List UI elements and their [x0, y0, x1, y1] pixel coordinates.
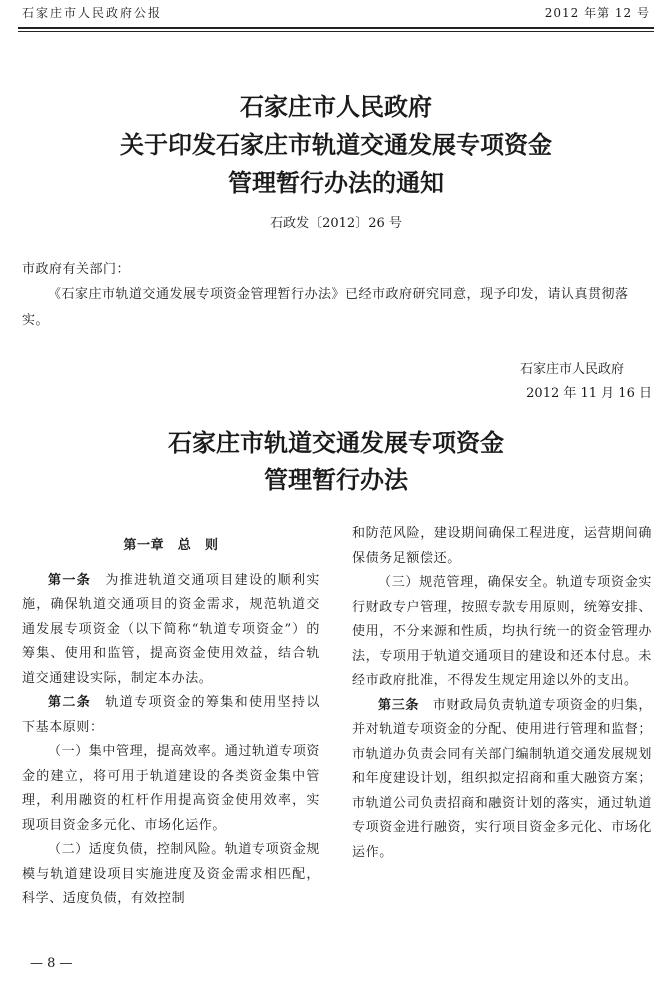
- article-1-text: 为推进轨道交通项目建设的顺利实施，确保轨道交通项目的资金需求，规范轨道交通发展专项资金（以下简称“轨道专项资金”）的筹集、使用和监管，提高资金使用效益，结合轨道交通建设实际，制定本办法。: [22, 572, 320, 686]
- recipient: 市政府有关部门：: [22, 262, 131, 277]
- principle-2-continued: 和防范风险，建设期间确保工程进度，运营期间确保债务足额偿还。: [352, 526, 652, 566]
- right-column: [352, 522, 652, 865]
- issue-date: 2012 年 11 月 16 日: [526, 386, 652, 401]
- principle-1: [22, 740, 320, 838]
- article-3: [352, 694, 652, 866]
- notice-body: 《石家庄市轨道交通发展专项资金管理暂行办法》已经市政府研究同意，现予印发，请认真贯彻落实。: [22, 287, 629, 328]
- article-3-text: 市财政局负责轨道专项资金的归集，并对轨道专项资金的分配、使用进行管理和监督；市轨道办负责会同有关部门编制轨道交通发展规划和年度建设计划，组织拟定招商和重大融资方案；市轨道公司负责招商和融资计划的落实，通过轨道专项资金进行融资，实行项目资金多元化、市场化运作。: [352, 697, 652, 860]
- measures-title-line-2: 管理暂行办法: [264, 465, 408, 494]
- principle-2-label: （二）适度负债，控制风险。: [48, 842, 225, 857]
- principle-2-text: 轨道专项资金规模与轨道建设项目实施进度及资金需求相匹配，科学、适度负债，有效控制: [22, 842, 321, 906]
- principle-3-text: 轨道专项资金实行财政专户管理，按照专款专用原则，统筹安排、使用，不分来源和性质，均执行统一的资金管理办法，专项用于轨道交通项目的建设和还本付息。未经市政府批准，不得发生规定用途以外的支出。: [352, 575, 652, 688]
- notice-title-line-3: 管理暂行办法的通知: [228, 168, 444, 197]
- left-column: [22, 534, 320, 912]
- principle-1-text: 通过轨道专项资金的建立，将可用于轨道建设的各类资金集中管理，利用融资的杠杆作用提高资金使用效率，实现项目资金多元化、市场化运作。: [22, 744, 321, 833]
- principle-3-label: （三）规范管理，确保安全。: [378, 575, 557, 590]
- principle-2: [22, 838, 320, 912]
- issuer: 石家庄市人民政府: [519, 362, 624, 377]
- page-number: — 8 —: [30, 956, 73, 971]
- chapter-heading: 第一章 总 则: [123, 538, 219, 553]
- article-1: [22, 569, 320, 692]
- measures-title-line-1: 石家庄市轨道交通发展专项资金: [168, 428, 504, 457]
- header-rule-thick: [18, 27, 654, 29]
- publication-name: 石家庄市人民政府公报: [22, 6, 163, 20]
- article-2: [22, 691, 320, 740]
- principle-1-label: （一）集中管理，提高效率。: [48, 744, 225, 759]
- article-3-label: 第三条: [378, 697, 420, 713]
- article-2-label: 第二条: [48, 695, 92, 710]
- header-rule-thin: [18, 31, 654, 32]
- notice-title-line-1: 石家庄市人民政府: [240, 92, 432, 121]
- issue-number: 2012 年第 12 号: [544, 6, 650, 20]
- principle-3: [352, 571, 652, 694]
- article-1-label: 第一条: [48, 572, 92, 588]
- notice-title-line-2: 关于印发石家庄市轨道交通发展专项资金: [120, 130, 552, 159]
- document-number: 石政发〔2012〕26 号: [270, 216, 402, 231]
- article-2-text: 轨道专项资金的筹集和使用坚持以下基本原则：: [22, 695, 320, 735]
